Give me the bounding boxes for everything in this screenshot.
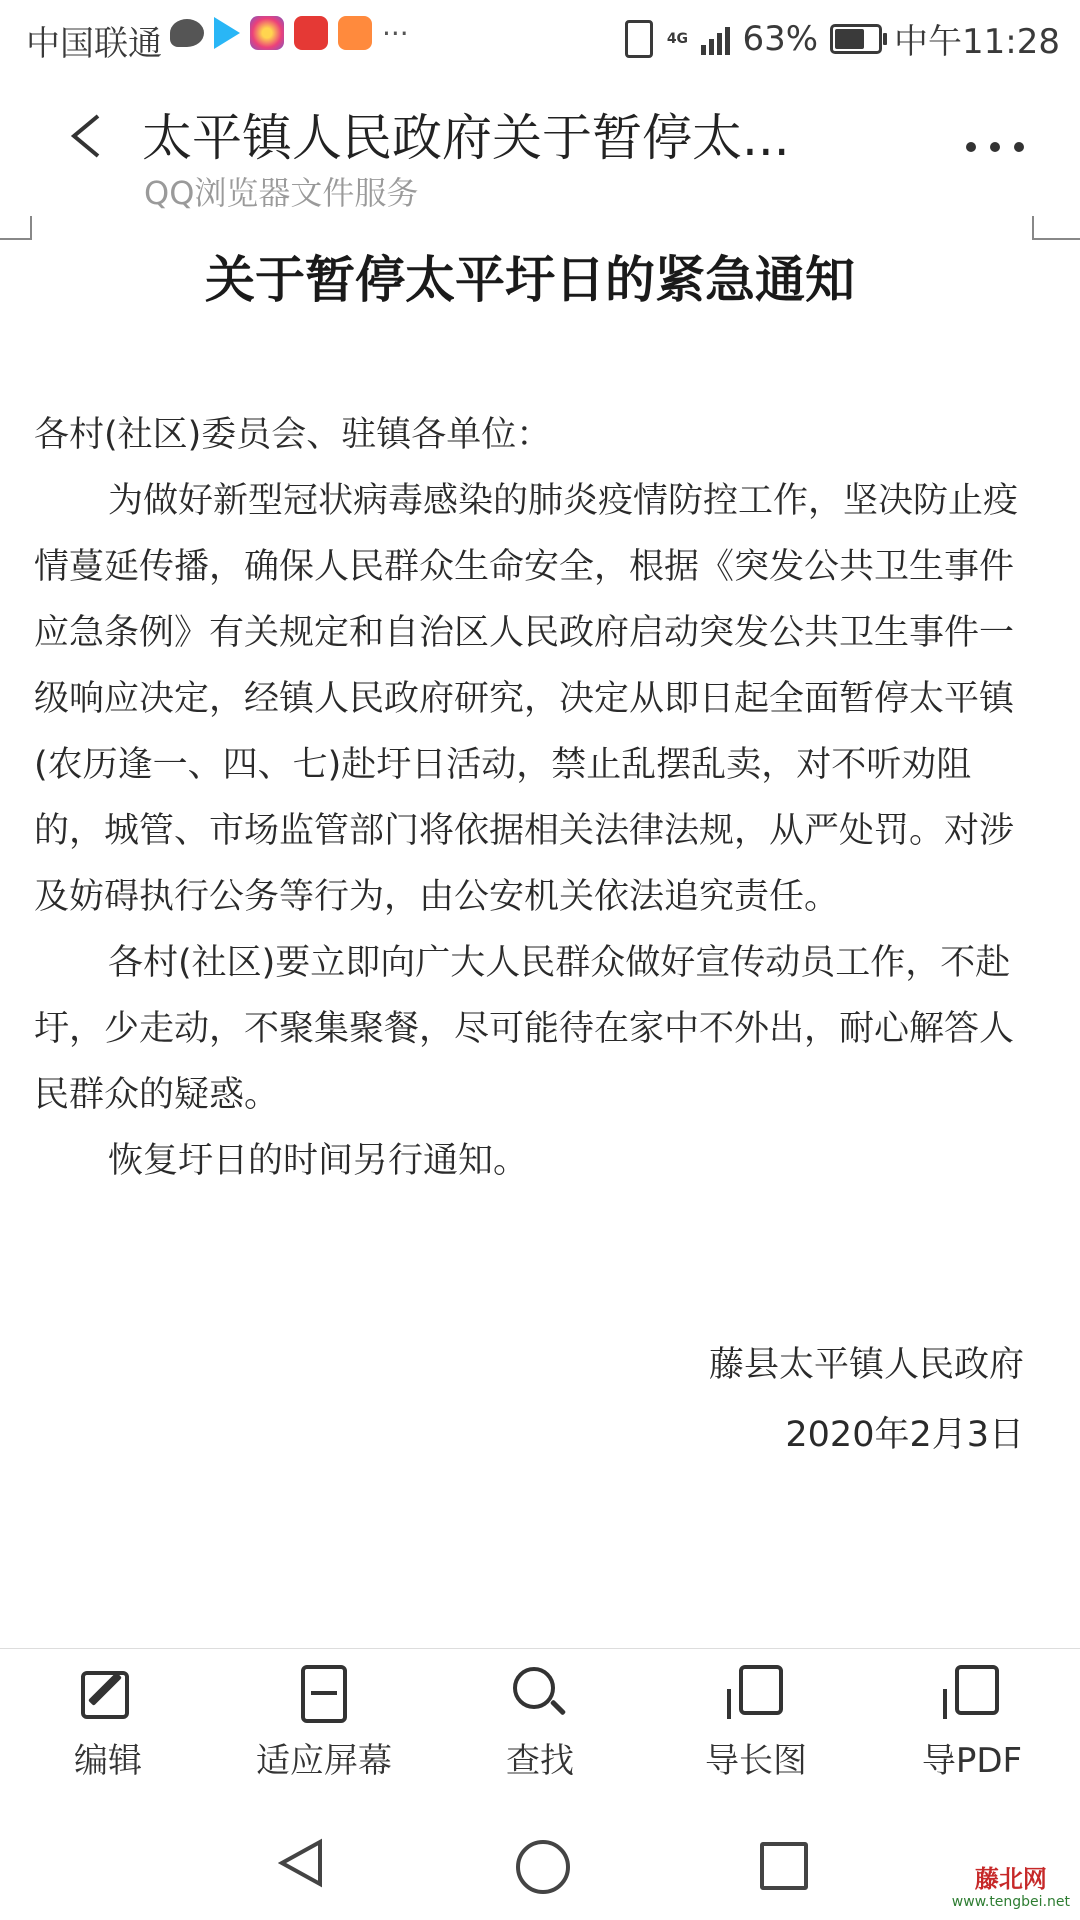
battery-percent: 63% xyxy=(742,18,819,59)
page-corner-mark xyxy=(0,216,32,240)
fit-screen-icon xyxy=(295,1665,353,1723)
back-arrow-icon[interactable] xyxy=(62,112,110,160)
site-watermark xyxy=(952,1859,1070,1910)
more-options-icon[interactable] xyxy=(966,142,1024,152)
watermark-name: 藤北网 xyxy=(974,1864,1047,1893)
salutation: 各村(社区)委员会、驻镇各单位： xyxy=(34,415,552,455)
long-image-icon xyxy=(727,1665,785,1723)
export-pdf-label: 导PDF xyxy=(921,1741,1023,1781)
fit-screen-button[interactable] xyxy=(229,1649,419,1799)
edit-label: 编辑 xyxy=(74,1741,142,1781)
document-title: 关于暂停太平圩日的紧急通知 xyxy=(205,251,855,309)
issuer-name: 藤县太平镇人民政府 xyxy=(708,1345,1024,1385)
nav-back-icon[interactable] xyxy=(278,1838,324,1888)
nav-home-icon[interactable] xyxy=(516,1840,570,1894)
network-type-icon: 4G xyxy=(666,30,689,47)
video-icon xyxy=(338,16,372,50)
edit-button[interactable] xyxy=(13,1649,203,1799)
status-bar xyxy=(0,0,1080,72)
fit-screen-label: 适应屏幕 xyxy=(256,1741,392,1781)
bottom-toolbar xyxy=(0,1648,1080,1799)
red-app-icon xyxy=(294,16,328,50)
export-long-image-label: 导长图 xyxy=(705,1741,807,1781)
search-icon xyxy=(511,1665,569,1723)
signature-block xyxy=(709,1330,1024,1470)
signal-icon xyxy=(701,23,730,55)
nav-recents-icon[interactable] xyxy=(760,1842,808,1890)
app-icon xyxy=(250,16,284,50)
more-notifications-icon: ··· xyxy=(382,16,409,50)
vibrate-icon xyxy=(625,20,653,58)
app-header xyxy=(0,72,1080,212)
clock: 中午11:28 xyxy=(894,22,1060,62)
page-corner-mark xyxy=(1032,216,1080,240)
watermark-url: www.tengbei.net xyxy=(951,1894,1070,1910)
page-title: 太平镇人民政府关于暂停太... xyxy=(142,109,790,167)
paragraph: 各村(社区)要立即向广大人民群众做好宣传动员工作，不赴圩，少走动，不聚集聚餐，尽可能待在家中不外出，耐心解答人民群众的疑惑。 xyxy=(34,943,1015,1115)
find-button[interactable] xyxy=(445,1649,635,1799)
issue-date: 2020年2月3日 xyxy=(785,1415,1024,1455)
export-long-image-button[interactable] xyxy=(661,1649,851,1799)
battery-icon xyxy=(830,24,882,54)
page-subtitle: QQ浏览器文件服务 xyxy=(144,174,419,212)
notification-icons xyxy=(170,16,409,50)
find-label: 查找 xyxy=(506,1741,574,1781)
edit-icon xyxy=(79,1665,137,1723)
document-body xyxy=(34,402,1024,1194)
paragraph: 恢复圩日的时间另行通知。 xyxy=(108,1141,529,1181)
export-pdf-button[interactable] xyxy=(877,1649,1067,1799)
chat-icon xyxy=(170,19,204,47)
pdf-icon xyxy=(943,1665,1001,1723)
carrier-name: 中国联通 xyxy=(26,24,162,64)
system-nav-bar xyxy=(0,1808,1080,1920)
paragraph: 为做好新型冠状病毒感染的肺炎疫情防控工作，坚决防止疫情蔓延传播，确保人民群众生命安全，根据《突发公共卫生事件应急条例》有关规定和自治区人民政府启动突发公共卫生事件一级响应决定，经镇人民政府研究，决定从即日起全面暂停太平镇(农历逢一、四、七)赴圩日活动，禁止乱摆乱卖，对不听劝阻的，城管、市场监管部门将依据相关法律法规，从严处罚。对涉及妨碍执行公务等行为，由公安机关依法追究责任。 xyxy=(34,481,1019,917)
play-icon xyxy=(214,17,240,49)
